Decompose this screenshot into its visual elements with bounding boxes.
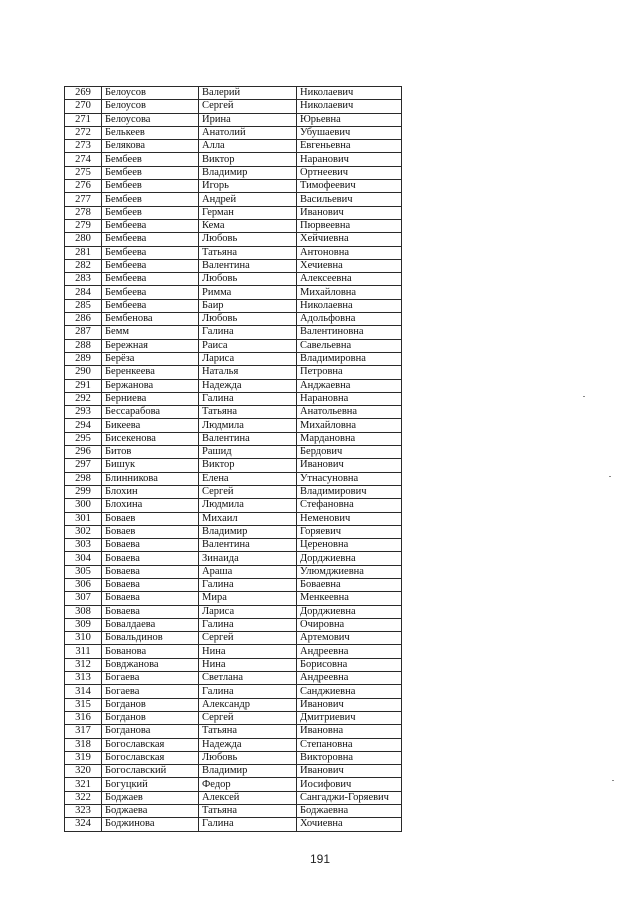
row-number: 301 (65, 512, 102, 525)
table-row (65, 126, 402, 139)
table-row (65, 392, 402, 405)
table-row (65, 166, 402, 179)
table-row (65, 632, 402, 645)
first-name-cell: Римма (199, 286, 297, 299)
first-name-cell: Владимир (199, 765, 297, 778)
table-row (65, 233, 402, 246)
first-name-cell: Сергей (199, 632, 297, 645)
last-name-cell: Бембеева (102, 286, 199, 299)
patronymic-cell: Васильевич (297, 193, 402, 206)
patronymic-cell: Менкеевна (297, 592, 402, 605)
last-name-cell: Боджаев (102, 791, 199, 804)
first-name-cell: Владимир (199, 525, 297, 538)
row-number: 291 (65, 379, 102, 392)
first-name-cell: Зинаида (199, 552, 297, 565)
table-row (65, 339, 402, 352)
last-name-cell: Бессарабова (102, 406, 199, 419)
patronymic-cell: Убушаевич (297, 126, 402, 139)
last-name-cell: Богданов (102, 698, 199, 711)
table-row (65, 711, 402, 724)
last-name-cell: Блохина (102, 499, 199, 512)
table-row (65, 605, 402, 618)
first-name-cell: Наталья (199, 366, 297, 379)
first-name-cell: Лариса (199, 352, 297, 365)
row-number: 304 (65, 552, 102, 565)
table-row (65, 698, 402, 711)
patronymic-cell: Наранович (297, 153, 402, 166)
table-row (65, 87, 402, 100)
patronymic-cell: Борисовна (297, 658, 402, 671)
row-number: 305 (65, 565, 102, 578)
last-name-cell: Бембенова (102, 313, 199, 326)
table-row (65, 725, 402, 738)
patronymic-cell: Нарановна (297, 392, 402, 405)
table-row (65, 685, 402, 698)
patronymic-cell: Степановна (297, 738, 402, 751)
row-number: 281 (65, 246, 102, 259)
table-row (65, 432, 402, 445)
table-row (65, 459, 402, 472)
row-number: 274 (65, 153, 102, 166)
first-name-cell: Араша (199, 565, 297, 578)
last-name-cell: Бембеев (102, 206, 199, 219)
table-row (65, 313, 402, 326)
last-name-cell: Бембеев (102, 153, 199, 166)
first-name-cell: Кема (199, 219, 297, 232)
table-row (65, 406, 402, 419)
last-name-cell: Богаева (102, 672, 199, 685)
table-row (65, 618, 402, 631)
first-name-cell: Сергей (199, 100, 297, 113)
first-name-cell: Виктор (199, 153, 297, 166)
patronymic-cell: Неменович (297, 512, 402, 525)
last-name-cell: Бембеев (102, 193, 199, 206)
last-name-cell: Бисекенова (102, 432, 199, 445)
last-name-cell: Боджинова (102, 818, 199, 831)
table-row (65, 352, 402, 365)
last-name-cell: Богданова (102, 725, 199, 738)
patronymic-cell: Санджиевна (297, 685, 402, 698)
first-name-cell: Людмила (199, 499, 297, 512)
row-number: 285 (65, 299, 102, 312)
first-name-cell: Ирина (199, 113, 297, 126)
row-number: 283 (65, 273, 102, 286)
row-number: 319 (65, 751, 102, 764)
table-row (65, 512, 402, 525)
patronymic-cell: Николаевич (297, 87, 402, 100)
patronymic-cell: Боваевна (297, 578, 402, 591)
first-name-cell: Валентина (199, 539, 297, 552)
last-name-cell: Блохин (102, 485, 199, 498)
last-name-cell: Богославская (102, 751, 199, 764)
first-name-cell: Игорь (199, 180, 297, 193)
table-row (65, 419, 402, 432)
table-row (65, 552, 402, 565)
patronymic-cell: Николаевна (297, 299, 402, 312)
first-name-cell: Любовь (199, 313, 297, 326)
first-name-cell: Галина (199, 685, 297, 698)
first-name-cell: Валерий (199, 87, 297, 100)
row-number: 272 (65, 126, 102, 139)
row-number: 289 (65, 352, 102, 365)
row-number: 280 (65, 233, 102, 246)
patronymic-cell: Евгеньевна (297, 140, 402, 153)
patronymic-cell: Иосифович (297, 778, 402, 791)
patronymic-cell: Иванович (297, 765, 402, 778)
first-name-cell: Нина (199, 645, 297, 658)
first-name-cell: Галина (199, 818, 297, 831)
first-name-cell: Лариса (199, 605, 297, 618)
last-name-cell: Бикеева (102, 419, 199, 432)
patronymic-cell: Дмитриевич (297, 711, 402, 724)
page-number: 191 (309, 852, 331, 866)
row-number: 308 (65, 605, 102, 618)
last-name-cell: Берниева (102, 392, 199, 405)
patronymic-cell: Андреевна (297, 672, 402, 685)
patronymic-cell: Мардановна (297, 432, 402, 445)
row-number: 298 (65, 472, 102, 485)
table-row (65, 472, 402, 485)
first-name-cell: Владимир (199, 166, 297, 179)
last-name-cell: Бовальдинов (102, 632, 199, 645)
last-name-cell: Богданов (102, 711, 199, 724)
table-row (65, 485, 402, 498)
row-number: 312 (65, 658, 102, 671)
row-number: 309 (65, 618, 102, 631)
last-name-cell: Боваева (102, 552, 199, 565)
patronymic-cell: Анатольевна (297, 406, 402, 419)
first-name-cell: Татьяна (199, 805, 297, 818)
row-number: 297 (65, 459, 102, 472)
first-name-cell: Татьяна (199, 725, 297, 738)
first-name-cell: Любовь (199, 751, 297, 764)
last-name-cell: Богуцкий (102, 778, 199, 791)
last-name-cell: Боваева (102, 605, 199, 618)
last-name-cell: Бембеева (102, 246, 199, 259)
first-name-cell: Анатолий (199, 126, 297, 139)
row-number: 318 (65, 738, 102, 751)
row-number: 275 (65, 166, 102, 179)
table-row (65, 751, 402, 764)
last-name-cell: Беренкеева (102, 366, 199, 379)
patronymic-cell: Иванович (297, 206, 402, 219)
row-number: 290 (65, 366, 102, 379)
first-name-cell: Галина (199, 618, 297, 631)
row-number: 317 (65, 725, 102, 738)
first-name-cell: Федор (199, 778, 297, 791)
patronymic-cell: Тимофеевич (297, 180, 402, 193)
table-row (65, 805, 402, 818)
row-number: 299 (65, 485, 102, 498)
first-name-cell: Надежда (199, 379, 297, 392)
row-number: 313 (65, 672, 102, 685)
first-name-cell: Михаил (199, 512, 297, 525)
table-row (65, 100, 402, 113)
last-name-cell: Богославский (102, 765, 199, 778)
last-name-cell: Бембеева (102, 233, 199, 246)
row-number: 270 (65, 100, 102, 113)
table-row (65, 578, 402, 591)
row-number: 271 (65, 113, 102, 126)
patronymic-cell: Бердович (297, 446, 402, 459)
first-name-cell: Татьяна (199, 246, 297, 259)
first-name-cell: Алексей (199, 791, 297, 804)
table-row (65, 299, 402, 312)
first-name-cell: Галина (199, 578, 297, 591)
row-number: 321 (65, 778, 102, 791)
last-name-cell: Боваева (102, 539, 199, 552)
table-row (65, 193, 402, 206)
last-name-cell: Бемм (102, 326, 199, 339)
row-number: 288 (65, 339, 102, 352)
row-number: 314 (65, 685, 102, 698)
row-number: 323 (65, 805, 102, 818)
last-name-cell: Белоусов (102, 87, 199, 100)
row-number: 287 (65, 326, 102, 339)
last-name-cell: Бембеева (102, 299, 199, 312)
patronymic-cell: Иванович (297, 698, 402, 711)
last-name-cell: Белоусова (102, 113, 199, 126)
patronymic-cell: Петровна (297, 366, 402, 379)
last-name-cell: Белякова (102, 140, 199, 153)
row-number: 282 (65, 259, 102, 272)
table-row (65, 658, 402, 671)
table-row (65, 286, 402, 299)
last-name-cell: Боваева (102, 565, 199, 578)
row-number: 307 (65, 592, 102, 605)
patronymic-cell: Хейчиевна (297, 233, 402, 246)
row-number: 269 (65, 87, 102, 100)
first-name-cell: Раиса (199, 339, 297, 352)
row-number: 278 (65, 206, 102, 219)
patronymic-cell: Ивановна (297, 725, 402, 738)
row-number: 316 (65, 711, 102, 724)
patronymic-cell: Горяевич (297, 525, 402, 538)
patronymic-cell: Стефановна (297, 499, 402, 512)
patronymic-cell: Анджаевна (297, 379, 402, 392)
row-number: 273 (65, 140, 102, 153)
table-row (65, 180, 402, 193)
table-row (65, 818, 402, 831)
first-name-cell: Валентина (199, 432, 297, 445)
row-number: 279 (65, 219, 102, 232)
patronymic-cell: Дорджиевна (297, 552, 402, 565)
patronymic-cell: Сангаджи-Горяевич (297, 791, 402, 804)
patronymic-cell: Иванович (297, 459, 402, 472)
patronymic-cell: Боджаевна (297, 805, 402, 818)
table-row (65, 273, 402, 286)
last-name-cell: Бержанова (102, 379, 199, 392)
table-row (65, 645, 402, 658)
first-name-cell: Виктор (199, 459, 297, 472)
first-name-cell: Баир (199, 299, 297, 312)
patronymic-cell: Алексеевна (297, 273, 402, 286)
row-number: 293 (65, 406, 102, 419)
row-number: 300 (65, 499, 102, 512)
first-name-cell: Алла (199, 140, 297, 153)
patronymic-cell: Владимировна (297, 352, 402, 365)
patronymic-cell: Пюрвеевна (297, 219, 402, 232)
first-name-cell: Сергей (199, 485, 297, 498)
table-row (65, 525, 402, 538)
first-name-cell: Александр (199, 698, 297, 711)
table-row (65, 113, 402, 126)
table-row (65, 140, 402, 153)
last-name-cell: Бембеев (102, 166, 199, 179)
row-number: 294 (65, 419, 102, 432)
patronymic-cell: Валентиновна (297, 326, 402, 339)
first-name-cell: Андрей (199, 193, 297, 206)
row-number: 306 (65, 578, 102, 591)
names-table-body (65, 87, 402, 832)
table-row (65, 539, 402, 552)
row-number: 311 (65, 645, 102, 658)
last-name-cell: Белькеев (102, 126, 199, 139)
table-row (65, 379, 402, 392)
table-row (65, 778, 402, 791)
last-name-cell: Богославская (102, 738, 199, 751)
last-name-cell: Белоусов (102, 100, 199, 113)
first-name-cell: Любовь (199, 233, 297, 246)
last-name-cell: Бовалдаева (102, 618, 199, 631)
row-number: 277 (65, 193, 102, 206)
row-number: 303 (65, 539, 102, 552)
first-name-cell: Валентина (199, 259, 297, 272)
table-row (65, 592, 402, 605)
patronymic-cell: Савельевна (297, 339, 402, 352)
patronymic-cell: Ортнеевич (297, 166, 402, 179)
patronymic-cell: Николаевич (297, 100, 402, 113)
scan-speck (583, 396, 585, 397)
first-name-cell: Светлана (199, 672, 297, 685)
patronymic-cell: Андреевна (297, 645, 402, 658)
table-row (65, 765, 402, 778)
last-name-cell: Боджаева (102, 805, 199, 818)
row-number: 296 (65, 446, 102, 459)
patronymic-cell: Владимирович (297, 485, 402, 498)
last-name-cell: Берёза (102, 352, 199, 365)
names-table (64, 86, 402, 832)
last-name-cell: Бережная (102, 339, 199, 352)
patronymic-cell: Очировна (297, 618, 402, 631)
last-name-cell: Боваев (102, 525, 199, 538)
patronymic-cell: Дорджиевна (297, 605, 402, 618)
table-row (65, 219, 402, 232)
first-name-cell: Татьяна (199, 406, 297, 419)
patronymic-cell: Цереновна (297, 539, 402, 552)
table-row (65, 153, 402, 166)
last-name-cell: Бованова (102, 645, 199, 658)
table-row (65, 446, 402, 459)
table-row (65, 246, 402, 259)
table-row (65, 259, 402, 272)
patronymic-cell: Антоновна (297, 246, 402, 259)
patronymic-cell: Адольфовна (297, 313, 402, 326)
row-number: 324 (65, 818, 102, 831)
row-number: 322 (65, 791, 102, 804)
row-number: 320 (65, 765, 102, 778)
scan-speck (609, 476, 611, 477)
first-name-cell: Галина (199, 392, 297, 405)
first-name-cell: Нина (199, 658, 297, 671)
last-name-cell: Битов (102, 446, 199, 459)
last-name-cell: Боваева (102, 578, 199, 591)
first-name-cell: Сергей (199, 711, 297, 724)
first-name-cell: Надежда (199, 738, 297, 751)
table-row (65, 499, 402, 512)
patronymic-cell: Юрьевна (297, 113, 402, 126)
first-name-cell: Галина (199, 326, 297, 339)
first-name-cell: Елена (199, 472, 297, 485)
patronymic-cell: Викторовна (297, 751, 402, 764)
table-row (65, 565, 402, 578)
table-row (65, 206, 402, 219)
patronymic-cell: Улюмджиевна (297, 565, 402, 578)
first-name-cell: Рашид (199, 446, 297, 459)
last-name-cell: Бембеева (102, 259, 199, 272)
first-name-cell: Людмила (199, 419, 297, 432)
patronymic-cell: Михайловна (297, 419, 402, 432)
last-name-cell: Блинникова (102, 472, 199, 485)
first-name-cell: Любовь (199, 273, 297, 286)
row-number: 302 (65, 525, 102, 538)
table-row (65, 672, 402, 685)
scan-speck (612, 780, 614, 781)
patronymic-cell: Хечиевна (297, 259, 402, 272)
table-row (65, 738, 402, 751)
patronymic-cell: Утнасуновна (297, 472, 402, 485)
last-name-cell: Бембеева (102, 219, 199, 232)
row-number: 284 (65, 286, 102, 299)
table-row (65, 326, 402, 339)
first-name-cell: Мира (199, 592, 297, 605)
table-row (65, 791, 402, 804)
patronymic-cell: Михайловна (297, 286, 402, 299)
row-number: 292 (65, 392, 102, 405)
first-name-cell: Герман (199, 206, 297, 219)
row-number: 276 (65, 180, 102, 193)
last-name-cell: Боваева (102, 592, 199, 605)
last-name-cell: Бембеева (102, 273, 199, 286)
last-name-cell: Бембеев (102, 180, 199, 193)
last-name-cell: Боваев (102, 512, 199, 525)
row-number: 315 (65, 698, 102, 711)
row-number: 310 (65, 632, 102, 645)
patronymic-cell: Хочиевна (297, 818, 402, 831)
row-number: 295 (65, 432, 102, 445)
last-name-cell: Бишук (102, 459, 199, 472)
table-row (65, 366, 402, 379)
patronymic-cell: Артемович (297, 632, 402, 645)
last-name-cell: Бовджанова (102, 658, 199, 671)
last-name-cell: Богаева (102, 685, 199, 698)
row-number: 286 (65, 313, 102, 326)
